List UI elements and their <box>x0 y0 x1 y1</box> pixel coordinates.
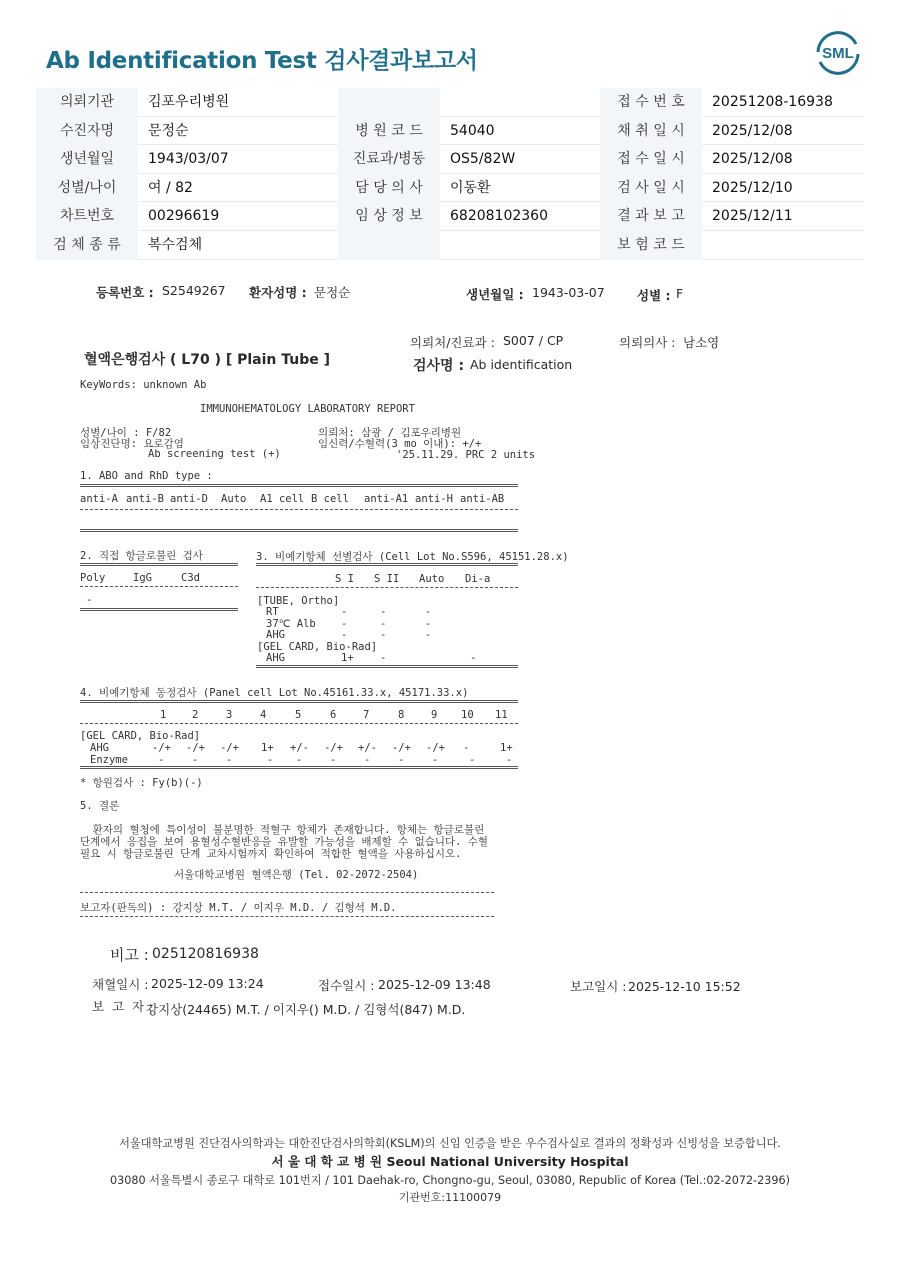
rule <box>80 529 518 532</box>
panel-cell: - <box>398 753 405 766</box>
reg-value: S2549267 <box>162 283 226 298</box>
info-row <box>36 145 864 174</box>
gel-cell: - <box>380 652 387 664</box>
dept-value: S007 / CP <box>503 333 564 348</box>
panel-column-header: 8 <box>398 709 405 721</box>
pregnancy-line: 임신력/수혈력(3 mo 이내): +/+ <box>318 438 482 450</box>
sex-value: F <box>676 286 684 301</box>
screening-cell: - <box>380 629 387 641</box>
abo-column-header: B cell <box>311 493 349 505</box>
info-label: 임 상 정 보 <box>338 202 440 231</box>
panel-cell: 1+ <box>261 742 274 754</box>
gel-row-label: AHG <box>266 652 285 664</box>
info-value: 00296619 <box>148 208 220 225</box>
info-row <box>36 231 864 260</box>
abo-column-header: A1 cell <box>260 493 305 505</box>
conclusion-line-3: 필요 시 항글로불린 단계 교차시험까지 확인하여 적합한 혈액을 사용하십시오. <box>80 848 462 860</box>
rule <box>80 700 518 703</box>
info-value: 문정순 <box>148 122 189 139</box>
rule <box>80 723 518 724</box>
info-label: 차트번호 <box>36 202 138 231</box>
info-label: 보 험 코 드 <box>600 231 702 260</box>
info-row <box>36 117 864 146</box>
panel-row-label: AHG <box>90 742 109 754</box>
panel-column-header: 10 <box>461 709 474 721</box>
rule <box>80 916 494 917</box>
bloodbank-line: 서울대학교병원 혈액은행 (Tel. 02-2072-2504) <box>174 869 419 881</box>
reporter2-label: 보 고 자 : <box>92 999 153 1014</box>
panel-column-header: 6 <box>330 709 337 721</box>
info-row <box>36 88 864 117</box>
panel-cell: - <box>432 753 439 766</box>
info-label <box>338 88 440 117</box>
dat-column-header: IgG <box>133 572 152 584</box>
screening-row-label: AHG <box>266 629 285 641</box>
rule <box>256 665 518 668</box>
screening-column-header: S II <box>374 573 400 585</box>
sex-age-line: 성별/나이 : F/82 <box>80 427 172 439</box>
gel-cell: 1+ <box>341 652 354 664</box>
section3-title: 3. 비예기항체 선별검사 (Cell Lot No.S596, 45151.28.x) <box>256 551 569 563</box>
abo-column-header: anti-D <box>170 493 208 505</box>
info-label: 결 과 보 고 <box>600 202 702 231</box>
screening-cell: - <box>380 606 387 618</box>
screening-cell: - <box>425 617 432 630</box>
screening-row-label: RT <box>266 606 279 618</box>
screening-cell: - <box>380 617 387 630</box>
info-value: 복수검체 <box>148 237 203 253</box>
info-label: 접 수 일 시 <box>600 145 702 174</box>
screening-cell: - <box>341 617 348 630</box>
screening-cell: - <box>425 606 432 618</box>
panel-column-header: 11 <box>495 709 508 721</box>
rule <box>80 892 494 893</box>
name-label: 환자성명 : <box>249 285 307 300</box>
info-label: 성별/나이 <box>36 174 138 203</box>
sex-label: 성별 : <box>637 288 671 303</box>
info-value: 2025/12/08 <box>712 151 793 168</box>
panel-gel-label: [GEL CARD, Bio-Rad] <box>80 730 201 742</box>
panel-cell: - <box>192 753 199 766</box>
panel-column-header: 5 <box>295 709 302 721</box>
info-value <box>440 88 600 117</box>
certification-text: 서울대학교병원 진단검사의학과는 대한진단검사의학회(KSLM)의 신임 인증을 받은 우수검사실로 결과의 정확성과 신빙성을 보증합니다. <box>119 1137 781 1150</box>
diagnosis-line: 임상진단명: 요로감염 <box>80 438 184 450</box>
panel-cell: -/+ <box>392 742 411 754</box>
screening-column-header: Di-a <box>465 573 491 585</box>
info-value: 2025/12/11 <box>712 208 793 225</box>
panel-cell: -/+ <box>324 742 343 754</box>
panel-cell: -/+ <box>220 742 239 754</box>
abo-column-header: anti-H <box>415 493 453 505</box>
testname-value: Ab identification <box>470 357 573 372</box>
info-label: 진료과/병동 <box>338 145 440 174</box>
info-label: 의뢰기관 <box>36 88 138 117</box>
panel-cell: - <box>469 753 476 766</box>
info-label: 담 당 의 사 <box>338 174 440 203</box>
logo-text: SML <box>822 45 854 62</box>
rule <box>80 586 238 587</box>
section5-title: 5. 결론 <box>80 800 120 812</box>
hospital-name: 서 울 대 학 교 병 원 Seoul National University Hospital <box>271 1154 629 1169</box>
info-value: 이동환 <box>450 179 491 196</box>
panel-cell: +/- <box>358 742 377 754</box>
dat-column-header: C3d <box>181 572 200 584</box>
receive-value: 2025-12-09 13:48 <box>378 977 491 992</box>
info-value: 여 / 82 <box>148 179 193 196</box>
info-value: 20251208-16938 <box>712 94 833 110</box>
info-label: 수진자명 <box>36 117 138 146</box>
test-title: 혈액은행검사 ( L70 ) [ Plain Tube ] <box>84 352 331 368</box>
info-value: 2025/12/10 <box>712 179 793 196</box>
hospital-address: 03080 서울특별시 종로구 대학로 101번지 / 101 Daehak-ro, Chongno-gu, Seoul, 03080, Republic of Korea (Tel.:02-2072-2396) <box>109 1174 791 1187</box>
conclusion-line-1: 환자의 혈청에 특이성이 불분명한 적혈구 항체가 존재합니다. 항체는 항글로불린 <box>80 824 485 836</box>
note-value: 025120816938 <box>152 946 259 962</box>
rule <box>256 587 518 588</box>
dob-label: 생년월일 : <box>466 287 524 302</box>
panel-cell: 1+ <box>500 742 513 754</box>
info-value: 2025/12/08 <box>712 122 793 139</box>
tube-label: [TUBE, Ortho] <box>257 595 340 607</box>
abo-column-header: anti-A1 <box>364 493 409 505</box>
rule <box>80 484 518 487</box>
abo-column-header: anti-A <box>80 493 118 505</box>
info-value <box>702 231 864 260</box>
info-label: 검 사 일 시 <box>600 174 702 203</box>
patient-info-table <box>36 88 864 260</box>
lab-report-title: IMMUNOHEMATOLOGY LABORATORY REPORT <box>200 403 415 415</box>
dept-label: 의뢰처/진료과 : <box>410 335 495 350</box>
screening-row-label: 37℃ Alb <box>266 617 316 630</box>
abo-column-header: anti-AB <box>460 493 505 505</box>
rule <box>80 509 518 510</box>
collect-value: 2025-12-09 13:24 <box>151 976 264 991</box>
panel-column-header: 2 <box>192 709 199 721</box>
receive-label: 접수일시 : <box>318 978 375 993</box>
info-value: 68208102360 <box>450 208 548 225</box>
dat-poly-value: - <box>86 594 93 606</box>
panel-column-header: 7 <box>363 709 370 721</box>
info-row <box>36 174 864 203</box>
info-value: 김포우리병원 <box>148 94 230 110</box>
rule <box>80 563 238 566</box>
section4-title: 4. 비예기항체 동정검사 (Panel cell Lot No.45161.33.x, 45171.33.x) <box>80 687 469 699</box>
screening-column-header: Auto <box>419 573 445 585</box>
panel-column-header: 9 <box>431 709 438 721</box>
panel-cell: - <box>330 753 337 766</box>
section1-title: 1. ABO and RhD type : <box>80 470 213 482</box>
institution-number: 기관번호:11100079 <box>398 1191 502 1204</box>
panel-cell: -/+ <box>186 742 205 754</box>
panel-cell: - <box>364 753 371 766</box>
section2-title: 2. 직접 항글로불린 검사 <box>80 550 203 562</box>
reporter2-value: 강지상(24465) M.T. / 이지우() M.D. / 김형석(847) M.D. <box>146 1002 466 1017</box>
ab-screening-line: Ab screening test (+) <box>148 448 281 460</box>
testname-label: 검사명 : <box>413 358 465 374</box>
panel-cell: - <box>463 742 470 754</box>
panel-cell: -/+ <box>152 742 171 754</box>
panel-cell: - <box>226 753 233 766</box>
panel-cell: - <box>267 753 274 766</box>
note-label: 비고 : <box>110 946 149 964</box>
reporter-line: 보고자(판독의) : 강지상 M.T. / 이지우 M.D. / 김형석 M.D. <box>80 902 397 914</box>
panel-row-label: Enzyme <box>90 753 128 766</box>
panel-cell: +/- <box>290 742 309 754</box>
abo-column-header: Auto <box>221 493 247 505</box>
collect-label: 채혈일시 : <box>92 977 149 992</box>
conclusion-line-2: 단계에서 응집을 보여 용혈성수혈반응을 유발할 가능성을 배제할 수 없습니다. 수혈 <box>80 836 489 848</box>
info-row <box>36 202 864 231</box>
panel-column-header: 3 <box>226 709 233 721</box>
panel-cell: - <box>296 753 303 766</box>
panel-cell: - <box>506 753 513 766</box>
screening-cell: - <box>341 629 348 641</box>
screening-cell: - <box>425 629 432 641</box>
screening-column-header: S I <box>335 573 354 585</box>
info-label <box>338 231 440 260</box>
transfusion-line: '25.11.29. PRC 2 units <box>396 449 536 461</box>
gel-label: [GEL CARD, Bio-Rad] <box>257 641 378 653</box>
page-title: Ab Identification Test 검사결과보고서 <box>46 48 478 74</box>
referrer-line: 의뢰처: 삼광 / 김포우리병원 <box>318 427 462 439</box>
keywords: KeyWords: unknown Ab <box>80 379 207 391</box>
info-label: 접 수 번 호 <box>600 88 702 117</box>
info-label: 생년월일 <box>36 145 138 174</box>
rule <box>80 766 518 769</box>
info-value <box>440 231 600 260</box>
panel-column-header: 1 <box>160 709 167 721</box>
antigen-line: * 항원검사 : Fy(b)(-) <box>80 777 203 789</box>
name-value: 문정순 <box>314 285 351 300</box>
rule <box>256 563 518 566</box>
info-label: 검 체 종 류 <box>36 231 138 260</box>
doctor-value: 남소영 <box>683 335 720 350</box>
gel-cell: - <box>470 652 477 664</box>
rule <box>80 608 238 611</box>
reg-label: 등록번호 : <box>96 285 154 300</box>
panel-cell: -/+ <box>426 742 445 754</box>
panel-column-header: 4 <box>260 709 267 721</box>
sml-logo <box>812 30 864 76</box>
info-value: 1943/03/07 <box>148 151 229 168</box>
abo-column-header: anti-B <box>126 493 164 505</box>
info-label: 채 취 일 시 <box>600 117 702 146</box>
info-label: 병 원 코 드 <box>338 117 440 146</box>
dat-column-header: Poly <box>80 572 106 584</box>
dob-value: 1943-03-07 <box>532 285 605 300</box>
doctor-label: 의뢰의사 : <box>619 335 676 350</box>
info-value: OS5/82W <box>450 151 516 168</box>
info-value: 54040 <box>450 122 495 139</box>
report-value: 2025-12-10 15:52 <box>628 979 741 994</box>
screening-cell: - <box>341 606 348 618</box>
report-label: 보고일시 : <box>570 979 627 994</box>
panel-cell: - <box>158 753 165 766</box>
